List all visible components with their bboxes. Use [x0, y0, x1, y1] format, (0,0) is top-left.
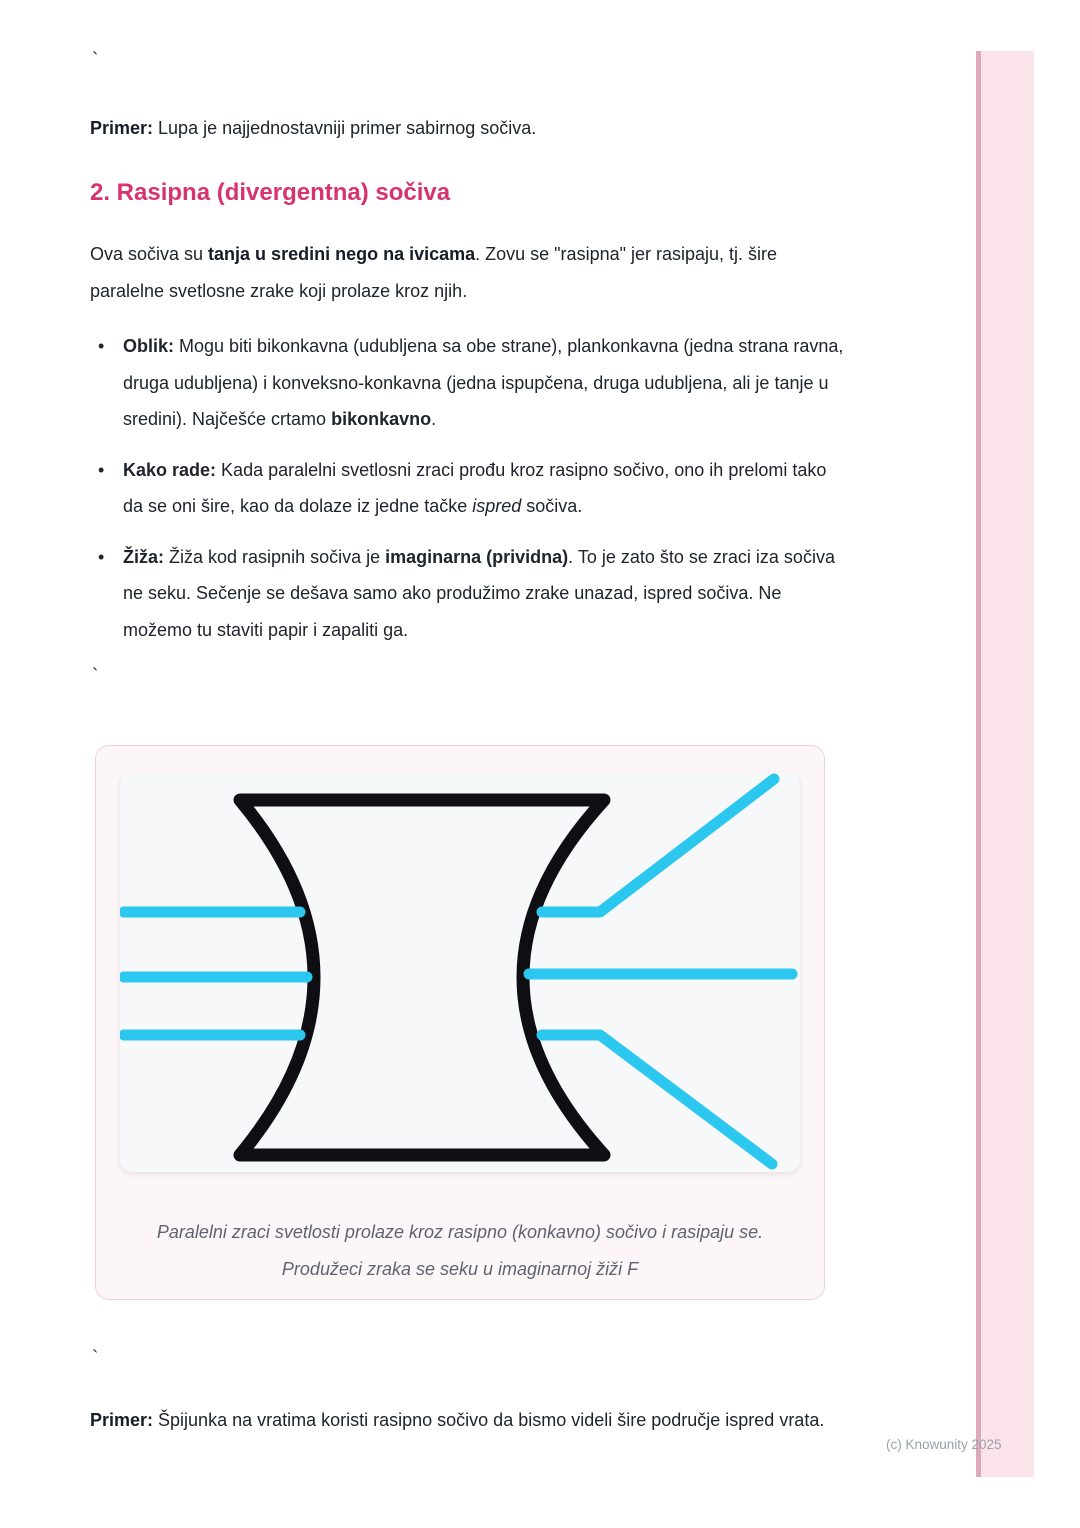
oblik-text-0: Mogu biti bikonkavna (udubljena sa obe strane), plankonkavna (jedna strana ravna, druga udubljena) i konveksno-konkavna (jedna ispupčena, druga udubljena, ali je tanje u sredini). Najčešće crtamo	[123, 336, 844, 429]
ziza-text-1: . To je zato što se zraci iza sočiva ne seku. Sečenje se dešava samo ako produžimo zrake unazad, ispred sočiva. Ne možemo tu staviti papir i zapaliti ga.	[123, 546, 835, 640]
kako-rade-text-0: Kada paralelni svetlosni zraci prođu kroz rasipno sočivo, ono ih prelomi tako da se oni šire, kao da dolaze iz jedne tačke	[123, 459, 827, 516]
figure-caption-line-2: Produžeci zraka se seku u imaginarnoj žiži F	[281, 1259, 639, 1279]
figure-caption-line-1: Paralelni zraci svetlosti prolaze kroz rasipno (konkavno) sočivo i rasipaju se.	[156, 1222, 764, 1242]
list-item-kako-rade	[90, 452, 848, 525]
list-item-ziza	[90, 539, 848, 649]
ziza-text-0: Žiža kod rasipnih sočiva je	[164, 546, 386, 567]
intro-text: Lupa je najjednostavniji primer sabirnog sočiva.	[153, 118, 537, 138]
figure-caption	[96, 1214, 824, 1288]
intro-label: Primer:	[90, 118, 154, 138]
intro-paragraph	[90, 110, 850, 147]
outro-text: Špijunka na vratima koristi rasipno sočivo da bismo videli šire područje ispred vrata.	[153, 1410, 825, 1430]
bullet-icon: •	[98, 546, 105, 567]
lens-figure	[95, 745, 825, 1300]
list-item-oblik	[90, 328, 848, 438]
bullet-icon: •	[98, 459, 105, 480]
outro-paragraph	[90, 1396, 880, 1444]
watermark: (c) Knowunity 2025	[886, 1437, 1002, 1452]
ziza-bold: imaginarna (prividna)	[385, 546, 569, 567]
stray-tick-mark-bottom: `	[92, 1348, 99, 1369]
section-heading: 2. Rasipna (divergentna) sočiva	[90, 179, 451, 206]
lead-bold: tanja u sredini nego na ivicama	[208, 244, 476, 264]
lead-paragraph	[90, 236, 842, 310]
outro-label: Primer:	[90, 1410, 154, 1430]
bullet-icon: •	[98, 336, 105, 356]
oblik-label: Oblik:	[123, 336, 175, 356]
properties-list	[90, 328, 848, 648]
lead-text-0: Ova sočiva su	[90, 244, 209, 264]
oblik-bold: bikonkavno	[331, 409, 432, 429]
lens-figure-card	[120, 772, 800, 1172]
kako-rade-label: Kako rade:	[123, 459, 217, 480]
stray-tick-mark-middle: `	[92, 666, 99, 687]
lead-text-1: . Zovu se "rasipna" jer rasipaju, tj. šire paralelne svetlosne zrake koji prolaze kroz njih.	[90, 244, 778, 301]
oblik-text-1: .	[431, 409, 437, 429]
ziza-label: Žiža:	[123, 546, 165, 567]
light-ray-right-bottom-diverging	[542, 1035, 772, 1164]
kako-rade-italic: ispred	[472, 496, 522, 516]
page-edge-strip	[976, 51, 1034, 1477]
lens-diagram	[120, 772, 800, 1172]
stray-tick-mark-top: `	[92, 50, 99, 71]
kako-rade-text-1: sočiva.	[521, 496, 583, 516]
